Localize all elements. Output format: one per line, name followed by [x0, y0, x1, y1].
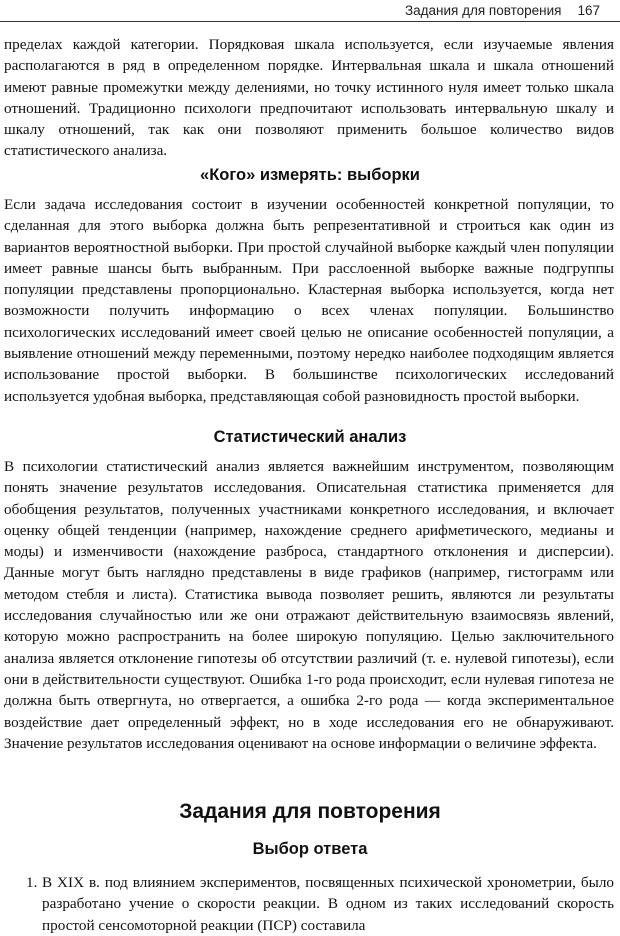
section-heading-statistics: Статистический анализ [213, 428, 407, 446]
intro-paragraph: пределах каждой категории. Порядковая шкала используется, если изучаемые явления располагаются в ряд в определенном порядке. Интервальная шкала и шкала отношений имеют равные промежутки между делениями, но точку истинного нуля имеет только шкала отношений. Традиционно психологи предпочитают использовать интервальную шкалу и шкалу отношений, так как они позволяют применить большое количество видов статистического анализа. [4, 36, 614, 160]
samples-paragraph: Если задача исследования состоит в изучении особенностей конкретной популяции, то сделанная для этого выборка должна быть репрезентативной и строиться как один из вариантов вероятностной выборки. При простой случайной выборке каждый член популяции имеет равные шансы быть выбранным. При расслоенной выборке важные подгруппы популяции представлены пропорционально. Кластерная выборка используется, когда нет возможности получить информацию о всех членах популяции. Большинство психологических исследований имеет своей целью не описание особенностей популяции, а выявление отношений между переменными, поэтому нередко наиболее подходящим является использование простой выборки. В большинстве психологических исследований используется удобная выборка, представляющая собой разновидность простой выборки. [4, 196, 614, 405]
samples-paragraph-block [4, 194, 614, 407]
page-number: 167 [577, 3, 600, 18]
question-number: 1. [26, 874, 38, 891]
review-question-1 [4, 872, 614, 936]
statistics-paragraph-block [4, 456, 614, 754]
section-heading-samples: «Кого» измерять: выборки [200, 166, 420, 184]
review-subheading: Выбор ответа [252, 840, 368, 858]
intro-paragraph-block [4, 34, 614, 162]
running-header [405, 3, 600, 18]
statistics-paragraph: В психологии статистический анализ является важнейшим инструментом, позволяющим понять значение результатов исследования. Описательная статистика применяется для обобщения результатов, полученных участниками конкретного исследования, и включает оценку общей тенденции (например, нахождение среднего арифметического, медианы и моды) и изменчивости (нахождение разброса, стандартного отклонения и дисперсии). Данные могут быть наглядно представлены в виде графиков (например, гистограмм или методом стебля и листа). Статистика вывода позволяет решить, являются ли результаты исследования случайностью или же они отражают действительную взаимосвязь явлений, которую можно распространить на более широкую популяцию. Целью заключительного анализа является отклонение гипотезы об отсутствии различий (т. е. нулевой гипотезы), если они в действительности существуют. Ошибка 1-го рода происходит, если нулевая гипотеза не должна быть отвергнута, но отвергается, а ошибка 2-го рода — когда экспериментальное воздействие дает определенный эффект, но в ходе исследования его не обнаруживают. Значение результатов исследования оценивают на основе информации о величине эффекта. [4, 458, 614, 752]
review-heading: Задания для повторения [179, 800, 441, 823]
running-title: Задания для повторения [404, 3, 562, 18]
header-rule [0, 21, 620, 22]
question-text: В XIX в. под влиянием экспериментов, посвященных психической хронометрии, было разработано учение о скорости реакции. В одном из таких исследований скорость простой сенсомоторной реакции (ПСР) составила [42, 874, 614, 934]
